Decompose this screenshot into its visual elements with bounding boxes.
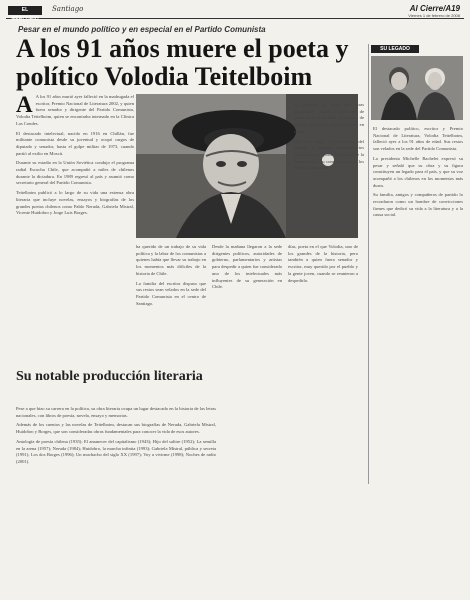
- paragraph: Desde la mañana llegaron a la sede dirigentes políticos, autoridades de gobierno, parlamentarios y artistas para despedir a quien fue considerado uno de los intelectuales más influyentes de su generación en Chile.: [212, 244, 282, 290]
- paragraph: Por otro lado, el presidente del Senado y diversos parlamentarios destacaron su aporte al retorno de la democracia y su compromiso con los derechos humanos.: [294, 138, 364, 171]
- couple-photo-image: [371, 56, 463, 120]
- paragraph: Su familia, amigos y compañeros de partido lo recordaron como un hombre de convicciones firmes que dedicó su vida a la literatura y a la causa social.: [373, 192, 463, 218]
- article-kicker: Pesar en el mundo político y en especial en el Partido Comunista: [18, 25, 266, 34]
- paragraph: Pese a que hizo su carrera en la política, su obra literaria ocupa un lugar destacado en la historia de las letras nacionales, con libros de poesía, novela, ensayo y memorias.: [16, 406, 216, 418]
- paragraph: ha querido de un trabajo de su vida política y la labor de los comunistas a quienes había que llevar su trabajo en los momentos más difíciles de la historia de Chile.: [136, 244, 206, 276]
- article-body-column-4: [288, 244, 358, 364]
- paragraph: A los 91 años murió ayer falleció en la madrugada el escritor, Premio Nacional de Literatura 2002, y quien fuera senador y dirigente del Partido Comunista, Volodia Teitelboim, quien se encontraba internado en la Clínica Las Condes.: [16, 94, 134, 126]
- sidebar-tag: SU LEGADO: [371, 45, 419, 53]
- paragraph: La presidenta Michelle Bachelet expresó su pesar y señaló que su obra y su figura constituyen un legado para el país, y que su voz acompañó a los chilenos en los momentos más duros.: [373, 155, 463, 188]
- section-subheading: Su notable producción literaria: [16, 369, 203, 384]
- newspaper-page: [6, 4, 464, 596]
- newspaper-logo: EL MERCURIO: [8, 6, 42, 15]
- paragraph: Antología de poesía chilena (1935); El amanecer del capitalismo (1943); Hijo del salitre (1952); La semilla en la arena (1957); Neruda (1984); Huidobro, la marcha infinita (1993); Gabriela Mistral, pública y secreta (1991); Los dos Borges (1996); Un muchacho del siglo XX (1997); Voy a vivirme (1998); Noches de radio (2001).: [16, 438, 216, 464]
- sidebar-photo: [371, 56, 463, 120]
- masthead: [6, 4, 464, 22]
- article-headline: A los 91 años muere el poeta y político Volodia Teitelboim: [16, 34, 349, 91]
- paragraph: El destacado político, escritor y Premio Nacional de Literatura, Volodia Teitelboim, falleció ayer a los 91 años de edad. Sus restos son velados en la sede del Partido Comunista.: [373, 126, 463, 152]
- paragraph: El destacado intelectual, nacido en 1916 en Chillán, fue militante comunista desde su juventud y ocupó cargos de diputado y senador, hasta el golpe militar de 1973, cuando partió al exilio en Moscú.: [16, 130, 134, 156]
- page-date: Viernes 1 de febrero de 2008: [408, 13, 460, 18]
- article-body-column-5: [294, 102, 364, 242]
- drop-cap: A: [16, 92, 33, 117]
- section-script: Santiago: [52, 5, 84, 13]
- section-title: Al Cierre/A19: [409, 4, 460, 13]
- article-body-column-1: [16, 94, 134, 364]
- paragraph: El ministro, al igual que otras autoridades, valoró la trayectoria de quien fuera un hombre de letras y de partido, que nunca dejó de pensar en el país.: [294, 102, 364, 134]
- paragraph: días, poeta en el que Volodia, uno de los grandes de la historia, pero también a quien fuera senador y escritor, muy querido por el pueblo y la gente joven, cuando se reunieron a despedirlo.: [288, 244, 358, 283]
- paragraph: La familia del escritor dispuso que sus restos sean velados en la sede del Partido Comunista en el centro de Santiago.: [136, 280, 206, 306]
- paragraph: Durante su estadía en la Unión Soviética condujo el programa radial Escucha Chile, que acompañó a miles de chilenos durante la dictadura. En 1989 regresó al país y asumió como secretario general del Partido Comunista.: [16, 160, 134, 186]
- sidebar-text: [373, 126, 463, 426]
- paragraph: Teitelboim publicó a lo largo de su vida una extensa obra literaria que incluye novelas, ensayos y biografías de los grandes poetas chilenos como Pablo Neruda, Gabriela Mistral, Vicente Huidobro y Jorge Luis Borges.: [16, 190, 134, 216]
- paragraph: Además de los cuentos y las novelas de Teitelboim, destacan sus biografías de Neruda, Gabriela Mistral, Huidobro y Borges, que son consideradas obras fundamentales para conocer la vida de esos autores.: [16, 422, 216, 435]
- article-body-column-3: [212, 244, 282, 364]
- sidebar: [368, 44, 465, 484]
- article-body-column-2: [136, 244, 206, 364]
- literature-body: [16, 406, 216, 576]
